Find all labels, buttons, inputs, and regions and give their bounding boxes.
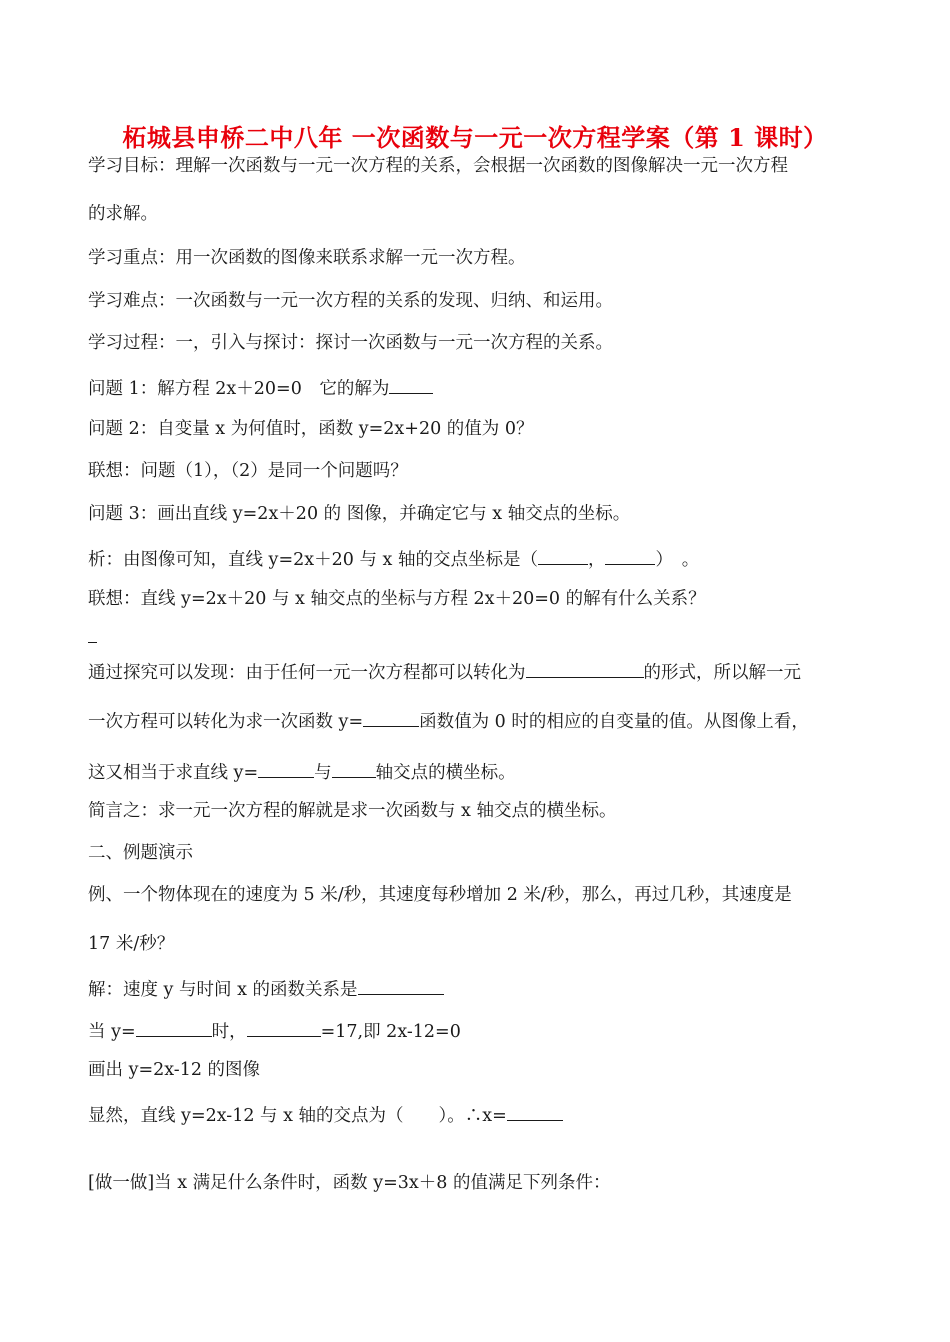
learning-goal-line-2: 的求解。: [88, 204, 158, 224]
question-2-line: 问题 2：自变量 x 为何值时，函数 y=2x+20 的值为 0？: [88, 419, 534, 439]
expression-blank[interactable]: [247, 1020, 321, 1037]
analysis-text: 析：由图像可知，直线 y=2x＋20 与 x 轴的交点坐标是（: [88, 550, 538, 570]
solution-line-3: 画出 y=2x-12 的图像: [88, 1060, 261, 1080]
finding-text-2b: 函数值为 0 时的相应的自变量的值。从图像上看，: [419, 712, 809, 732]
solution-text-1: 解：速度 y 与时间 x 的函数关系是: [88, 980, 358, 1000]
summary-line: 简言之：求一元一次方程的解就是求一次函数与 x 轴交点的横坐标。: [88, 801, 617, 821]
solution-text-2b: 时，: [211, 1022, 247, 1042]
process-line: 学习过程：一，引入与探讨：探讨一次函数与一元一次方程的关系。: [88, 333, 613, 353]
solution-line-4: [88, 1104, 563, 1126]
analysis-end: ） 。: [655, 550, 700, 570]
answer-dash: [88, 642, 97, 643]
example-line-1: 例、一个物体现在的速度为 5 米/秒，其速度每秒增加 2 米/秒，那么，再过几秒，其速度是: [88, 885, 792, 905]
key-point-line: 学习重点：用一次函数的图像来联系求解一元一次方程。: [88, 248, 526, 268]
finding-text-1b: 的形式，所以解一元: [643, 663, 801, 683]
function-relation-blank[interactable]: [358, 978, 444, 995]
solution-text-2a: 当 y=: [88, 1022, 136, 1042]
difficulty-line: 学习难点：一次函数与一元一次方程的关系的发现、归纳、和运用。: [88, 291, 613, 311]
association-2-line: 联想：直线 y=2x＋20 与 x 轴交点的坐标与方程 2x＋20=0 的解有什么关系？: [88, 589, 706, 609]
section-2-heading: 二、例题演示: [88, 843, 193, 863]
axis-blank[interactable]: [332, 761, 376, 778]
general-form-blank[interactable]: [526, 661, 644, 678]
x-answer-blank[interactable]: [507, 1104, 563, 1121]
finding-line-2: [88, 710, 809, 732]
y-value-blank[interactable]: [136, 1020, 212, 1037]
finding-line-3: [88, 761, 516, 783]
question-1-answer-blank[interactable]: [389, 377, 433, 394]
try-it-line: [做一做]当 x 满足什么条件时，函数 y=3x＋8 的值满足下列条件：: [88, 1173, 611, 1193]
document-title: 柘城县申桥二中八年 一次函数与一元一次方程学案（第 1 课时）: [122, 123, 828, 152]
analysis-line: [88, 548, 699, 570]
solution-text-4: 显然，直线 y=2x-12 与 x 轴的交点为（ ）。∴x=: [88, 1106, 507, 1126]
association-1-line: 联想：问题（1），（2）是同一个问题吗？: [88, 461, 408, 481]
example-line-2: 17 米/秒？: [88, 934, 175, 954]
question-3-line: 问题 3：画出直线 y=2x＋20 的 图像，并确定它与 x 轴交点的坐标。: [88, 504, 631, 524]
finding-text-3a: 这又相当于求直线 y=: [88, 763, 259, 783]
solution-line-1: [88, 978, 444, 1000]
solution-text-2c: =17,即 2x-12=0: [320, 1022, 461, 1042]
line-expression-blank[interactable]: [258, 761, 314, 778]
finding-line-1: [88, 661, 801, 683]
finding-text-2a: 一次方程可以转化为求一次函数 y=: [88, 712, 364, 732]
intersection-y-blank[interactable]: [605, 548, 655, 565]
question-1-line: [88, 377, 433, 399]
question-1-text: 问题 1：解方程 2x＋20=0 它的解为: [88, 379, 390, 399]
finding-text-3b: 与: [314, 763, 332, 783]
intersection-x-blank[interactable]: [538, 548, 588, 565]
analysis-comma: ，: [587, 550, 606, 570]
learning-goal-line-1: 学习目标：理解一次函数与一元一次方程的关系，会根据一次函数的图像解决一元一次方程: [88, 156, 788, 176]
finding-text-1a: 通过探究可以发现：由于任何一元一次方程都可以转化为: [88, 663, 526, 683]
finding-text-3c: 轴交点的横坐标。: [375, 763, 516, 783]
function-expression-blank[interactable]: [363, 710, 419, 727]
solution-line-2: [88, 1020, 461, 1042]
